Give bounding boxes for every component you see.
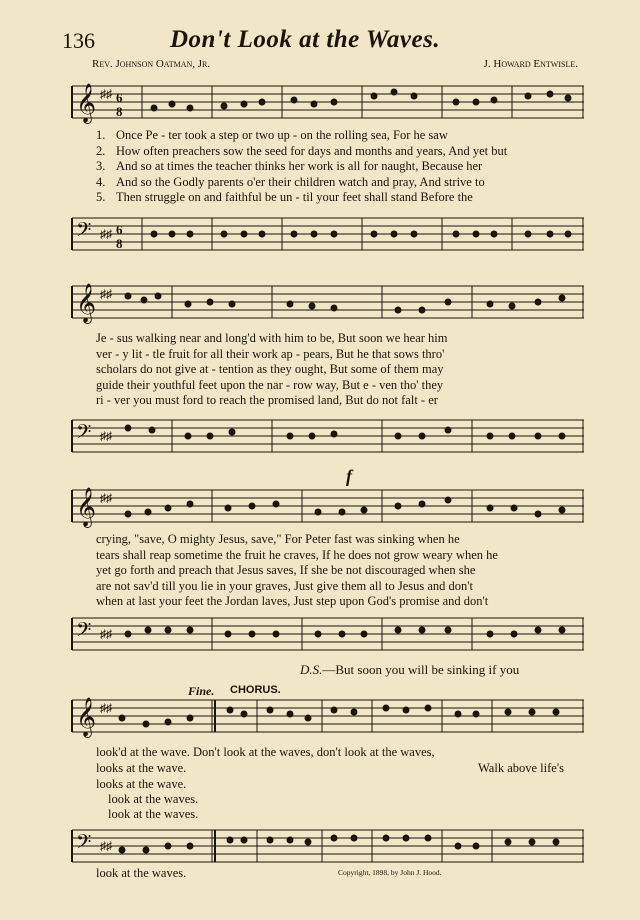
- treble-staff-2: [72, 282, 584, 322]
- svg-text:♯♯: ♯♯: [100, 839, 112, 853]
- lyric-line: look at the waves.: [108, 792, 199, 806]
- lyric-line: 4. And so the Godly parents o'er their children watch and pray, And strive to: [96, 174, 485, 189]
- svg-text:𝄢: 𝄢: [76, 220, 92, 246]
- svg-text:8: 8: [116, 236, 123, 251]
- lyric-line: looks at the wave.: [96, 777, 187, 791]
- svg-text:♯♯: ♯♯: [100, 491, 112, 505]
- svg-text:𝄞: 𝄞: [76, 699, 97, 736]
- svg-text:♯♯: ♯♯: [100, 429, 112, 443]
- svg-text:♯♯: ♯♯: [100, 87, 112, 101]
- lyric-line: yet go forth and preach that Jesus saves, If she be not discouraged when she: [96, 563, 476, 577]
- lyric-line: Je - sus walking near and long'd with him to be, But soon we hear him: [96, 331, 448, 345]
- treble-staff-1: [72, 82, 584, 122]
- lyric-line: 1. Once Pe - ter took a step or two up - on the rolling sea, For he saw: [96, 128, 448, 142]
- lyric-line: scholars do not give at - tention as they ought, But some of them may: [96, 362, 444, 376]
- svg-text:𝄞: 𝄞: [76, 489, 97, 526]
- composer: J. Howard Entwisle.: [483, 58, 578, 70]
- lyric-line: ri - ver you must ford to reach the promised land, But do not falt - er: [96, 393, 438, 407]
- bass-staff-1: [72, 214, 584, 254]
- treble-staff-3: [72, 486, 584, 526]
- chorus-label: CHORUS.: [230, 684, 281, 696]
- lyric-line: are not sav'd till you lie in your graves, Just give them all to Jesus and don't: [96, 578, 474, 593]
- lyric-line: 5. Then struggle on and faithful be un - til your feet shall stand Before the: [96, 190, 473, 204]
- verse-lyrics-2: [96, 331, 588, 409]
- lyric-line: when at last your feet the Jordan laves, Just step upon God's promise and don't: [96, 594, 489, 608]
- svg-text:𝄞: 𝄞: [76, 285, 97, 322]
- fine-marking: Fine.: [188, 684, 215, 698]
- lyric-line: Walk above life's: [478, 761, 564, 775]
- lyric-line: crying, "save, O mighty Jesus, save," For Peter fast was sinking when he: [96, 532, 460, 546]
- svg-text:♯♯: ♯♯: [100, 627, 112, 641]
- lyric-line: tears shall reap sometime the fruit he craves, If he does not grow weary when he: [96, 547, 498, 562]
- svg-text:♯♯: ♯♯: [100, 227, 112, 241]
- lyric-line: 2. How often preachers sow the seed for days and months and years, And yet but: [96, 143, 508, 158]
- svg-text:♯♯: ♯♯: [100, 701, 112, 715]
- svg-text:♯♯: ♯♯: [100, 287, 112, 301]
- treble-staff-4: [72, 696, 584, 736]
- verse-lyrics-3: [96, 532, 588, 610]
- svg-text:𝄢: 𝄢: [76, 620, 92, 646]
- svg-text:6: 6: [116, 222, 123, 237]
- bass-staff-3: [72, 614, 584, 654]
- svg-text:8: 8: [116, 104, 123, 119]
- verse-lyrics-1: [96, 128, 588, 206]
- lyric-line: look'd at the wave. Don't look at the waves, don't look at the waves,: [96, 745, 435, 759]
- svg-text:6: 6: [116, 90, 123, 105]
- dynamic-marking-forte: f: [346, 466, 352, 486]
- lyric-line: 3. And so at times the teacher thinks her work is all for naught, Because her: [96, 159, 483, 173]
- svg-text:𝄞: 𝄞: [76, 85, 97, 122]
- lyricist: Rev. Johnson Oatman, Jr.: [92, 58, 211, 70]
- lyric-line: guide their youthful feet upon the nar - row way, But e - ven tho' they: [96, 377, 444, 392]
- dal-segno-note: D.S.—But soon you will be sinking if you: [300, 662, 520, 677]
- lyric-line: looks at the wave.: [96, 761, 187, 775]
- lyric-line: ver - y lit - tle fruit for all their work ap - pears, But he that sows thro': [96, 346, 445, 361]
- page-number: 136: [62, 28, 95, 53]
- bass-staff-4: [72, 826, 584, 866]
- lyric-line: look at the waves.: [108, 807, 199, 821]
- bass-staff-2: [72, 416, 584, 456]
- hymn-title: Don't Look at the Waves.: [170, 26, 441, 53]
- copyright-notice: Copyright, 1898, by John J. Hood.: [338, 868, 442, 877]
- svg-text:𝄢: 𝄢: [76, 422, 92, 448]
- svg-text:𝄢: 𝄢: [76, 832, 92, 858]
- lyric-line: look at the waves.: [96, 866, 187, 880]
